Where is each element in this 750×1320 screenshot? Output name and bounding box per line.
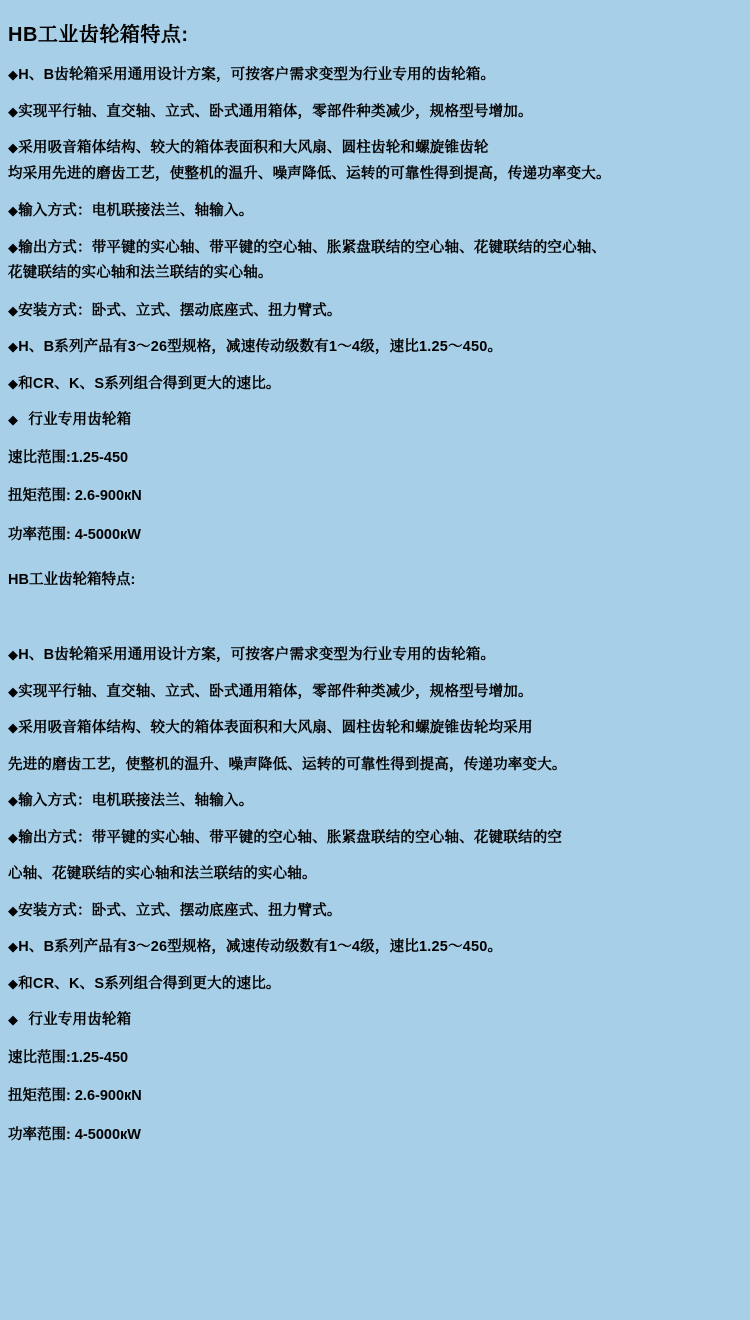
feature-item xyxy=(8,193,742,230)
feature-text-continuation: 先进的磨齿工艺，使整机的温升、噪声降低、运转的可靠性得到提高，传递功率变大。 xyxy=(8,756,567,773)
section-divider-space xyxy=(8,603,742,637)
section-two-title: HB工业齿轮箱特点: xyxy=(8,572,136,588)
spec-ratio-range: 速比范围:1.25-450 xyxy=(8,1049,129,1066)
feature-text: 行业专用齿轮箱 xyxy=(24,1012,132,1028)
feature-item xyxy=(8,674,742,711)
feature-text: 输出方式：带平键的实心轴、带平键的空心轴、胀紧盘联结的空心轴、花键联结的空心轴、 xyxy=(18,239,607,256)
diamond-bullet-icon: ◆ xyxy=(8,793,19,808)
feature-text: 采用吸音箱体结构、较大的箱体表面积和大风扇、圆柱齿轮和螺旋锥齿轮均采用 xyxy=(18,720,533,736)
feature-item xyxy=(8,1002,742,1039)
feature-item xyxy=(8,57,742,94)
feature-item xyxy=(8,366,742,403)
diamond-bullet-icon: ◆ xyxy=(8,647,19,662)
page-title: HB工业齿轮箱特点: xyxy=(8,24,189,46)
feature-text: H、B齿轮箱采用通用设计方案，可按客户需求变型为行业专用的齿轮箱。 xyxy=(18,647,496,663)
feature-text: 安装方式：卧式、立式、摆动底座式、扭力臂式。 xyxy=(18,302,342,319)
feature-item xyxy=(8,293,742,330)
features-section-one xyxy=(8,57,742,554)
diamond-bullet-icon: ◆ xyxy=(8,975,19,991)
diamond-bullet-icon: ◆ xyxy=(8,140,19,155)
feature-text: 采用吸音箱体结构、较大的箱体表面积和大风扇、圆柱齿轮和螺旋锥齿轮 xyxy=(18,140,489,156)
feature-text: H、B系列产品有3～26型规格，减速传动级数有1～4级，速比1.25～450。 xyxy=(18,339,503,355)
feature-text-continuation: 均采用先进的磨齿工艺，使整机的温升、噪声降低、运转的可靠性得到提高，传递功率变大。 xyxy=(8,165,611,182)
feature-item xyxy=(8,710,742,747)
spec-power-range: 功率范围: 4-5000кW xyxy=(8,1126,141,1143)
feature-text: 输入方式：电机联接法兰、轴输入。 xyxy=(18,203,254,219)
feature-text: 和CR、K、S系列组合得到更大的速比。 xyxy=(18,975,281,992)
feature-item xyxy=(8,783,742,820)
diamond-bullet-icon: ◆ xyxy=(8,683,19,699)
feature-text: 输出方式：带平键的实心轴、带平键的空心轴、胀紧盘联结的空心轴、花键联结的空 xyxy=(18,829,563,846)
diamond-bullet-icon: ◆ xyxy=(8,339,19,354)
diamond-bullet-icon: ◆ xyxy=(8,302,19,318)
feature-item xyxy=(8,637,742,674)
spec-power-range: 功率范围: 4-5000кW xyxy=(8,526,141,543)
feature-text: 行业专用齿轮箱 xyxy=(24,412,132,428)
diamond-bullet-icon: ◆ xyxy=(8,829,19,845)
feature-text-continuation: 花键联结的实心轴和法兰联结的实心轴。 xyxy=(8,265,273,281)
spec-torque-range: 扭矩范围: 2.6-900кN xyxy=(8,1088,142,1104)
feature-item xyxy=(8,929,742,966)
feature-text: H、B齿轮箱采用通用设计方案，可按客户需求变型为行业专用的齿轮箱。 xyxy=(18,67,496,83)
feature-text-continuation: 心轴、花键联结的实心轴和法兰联结的实心轴。 xyxy=(8,866,317,882)
diamond-bullet-icon: ◆ xyxy=(8,1012,19,1027)
feature-text: H、B系列产品有3～26型规格，减速传动级数有1～4级，速比1.25～450。 xyxy=(18,939,503,955)
feature-item xyxy=(8,94,742,131)
feature-item xyxy=(8,820,742,857)
spec-ratio-range: 速比范围:1.25-450 xyxy=(8,449,129,466)
feature-text: 安装方式：卧式、立式、摆动底座式、扭力臂式。 xyxy=(18,902,342,919)
diamond-bullet-icon: ◆ xyxy=(8,939,19,954)
diamond-bullet-icon: ◆ xyxy=(8,67,19,82)
feature-item xyxy=(8,893,742,930)
diamond-bullet-icon: ◆ xyxy=(8,203,19,218)
diamond-bullet-icon: ◆ xyxy=(8,375,19,391)
feature-item xyxy=(8,230,742,267)
diamond-bullet-icon: ◆ xyxy=(8,239,19,255)
features-section-two xyxy=(8,637,742,1154)
feature-text: 输入方式：电机联接法兰、轴输入。 xyxy=(18,793,254,809)
feature-text: 和CR、K、S系列组合得到更大的速比。 xyxy=(18,375,281,392)
feature-text: 实现平行轴、直交轴、立式、卧式通用箱体，零部件种类减少，规格型号增加。 xyxy=(18,683,533,700)
feature-text: 实现平行轴、直交轴、立式、卧式通用箱体，零部件种类减少，规格型号增加。 xyxy=(18,103,533,120)
feature-item xyxy=(8,329,742,366)
diamond-bullet-icon: ◆ xyxy=(8,412,19,427)
feature-item xyxy=(8,130,742,167)
feature-item xyxy=(8,402,742,439)
spec-torque-range: 扭矩范围: 2.6-900кN xyxy=(8,488,142,504)
feature-item xyxy=(8,966,742,1003)
diamond-bullet-icon: ◆ xyxy=(8,103,19,119)
diamond-bullet-icon: ◆ xyxy=(8,720,19,735)
diamond-bullet-icon: ◆ xyxy=(8,902,19,918)
